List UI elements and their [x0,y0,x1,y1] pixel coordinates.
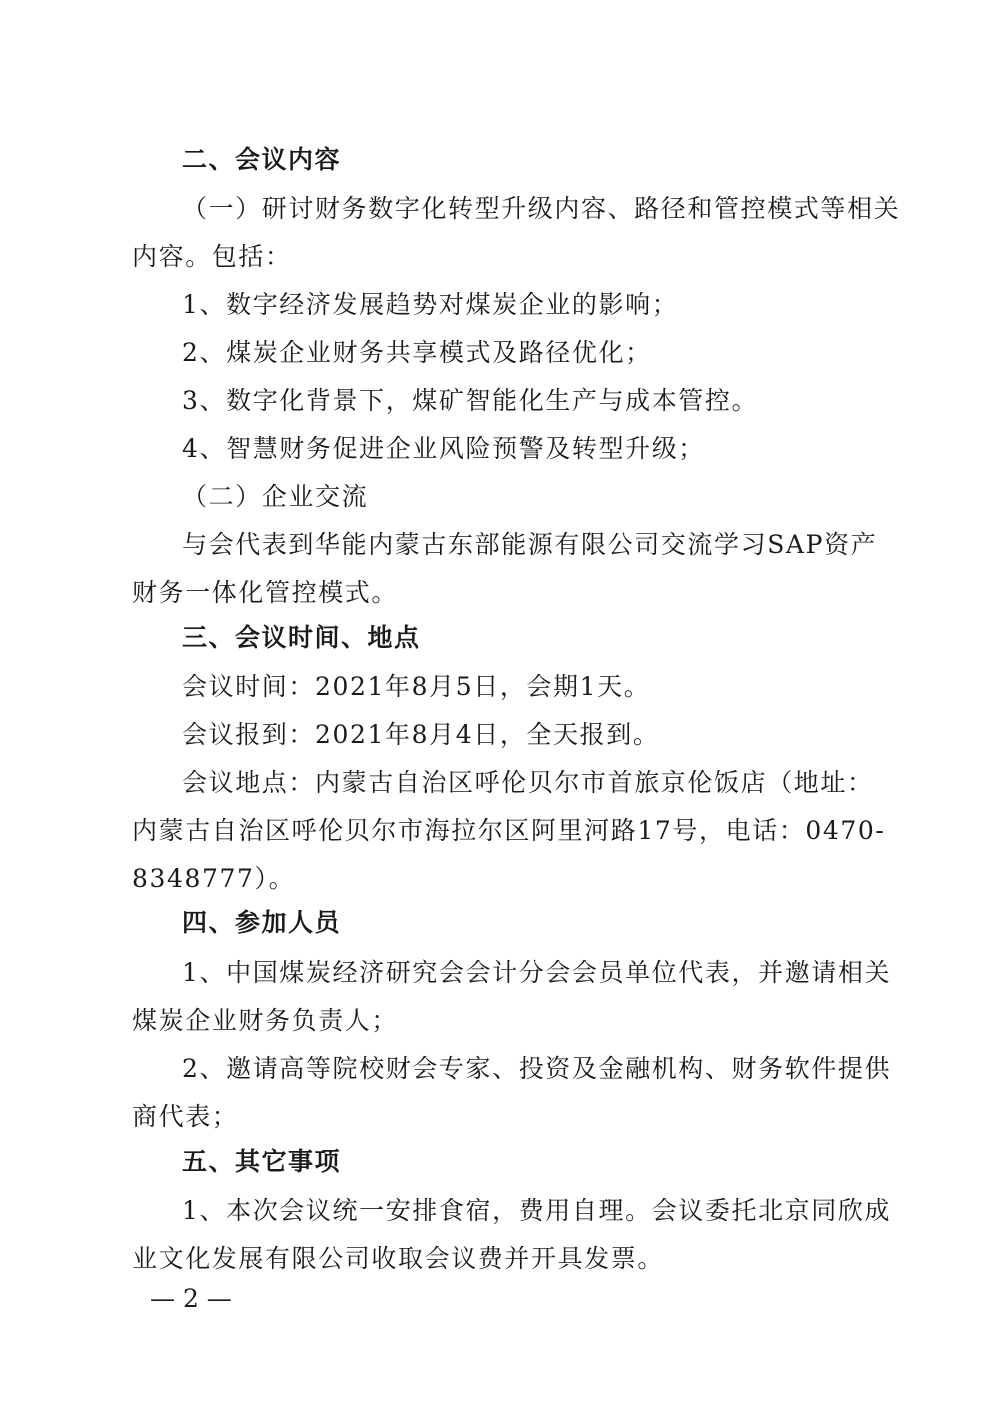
list-item: 1、数字经济发展趋势对煤炭企业的影响； [182,290,679,319]
section-heading-time-location: 三、会议时间、地点 [182,623,421,652]
meeting-location: 会议地点：内蒙古自治区呼伦贝尔市首旅京伦饭店（地址： [182,768,874,797]
meeting-phone: 8348777）。 [132,864,296,893]
subsection-heading: （二）企业交流 [182,482,369,511]
paragraph-line: （一）研讨财务数字化转型升级内容、路径和管控模式等相关 [182,194,901,223]
list-item: 2、邀请高等院校财会专家、投资及金融机构、财务软件提供 [182,1054,892,1083]
paragraph-line: 财务一体化管控模式。 [132,578,399,607]
list-item: 3、数字化背景下，煤矿智能化生产与成本管控。 [182,386,759,415]
list-item: 1、本次会议统一安排食宿，费用自理。会议委托北京同欣成 [182,1196,892,1225]
section-heading-participants: 四、参加人员 [182,908,342,937]
paragraph-line: 业文化发展有限公司收取会议费并开具发票。 [132,1244,665,1273]
section-heading-meeting-content: 二、会议内容 [182,145,342,174]
page-number: — 2 — [150,1284,232,1313]
section-heading-other-matters: 五、其它事项 [182,1147,342,1176]
meeting-time: 会议时间：2021年8月5日，会期1天。 [182,672,651,701]
paragraph-line: 商代表； [132,1102,239,1131]
meeting-registration: 会议报到：2021年8月4日，全天报到。 [182,720,660,749]
list-item: 2、煤炭企业财务共享模式及路径优化； [182,338,652,367]
paragraph-line: 内容。包括： [132,242,292,271]
list-item: 1、中国煤炭经济研究会会计分会会员单位代表，并邀请相关 [182,958,892,987]
meeting-address: 内蒙古自治区呼伦贝尔市海拉尔区阿里河路17号，电话：0470- [132,816,886,845]
paragraph-line: 与会代表到华能内蒙古东部能源有限公司交流学习SAP资产 [182,530,878,559]
paragraph-line: 煤炭企业财务负责人； [132,1006,399,1035]
list-item: 4、智慧财务促进企业风险预警及转型升级； [182,434,705,463]
